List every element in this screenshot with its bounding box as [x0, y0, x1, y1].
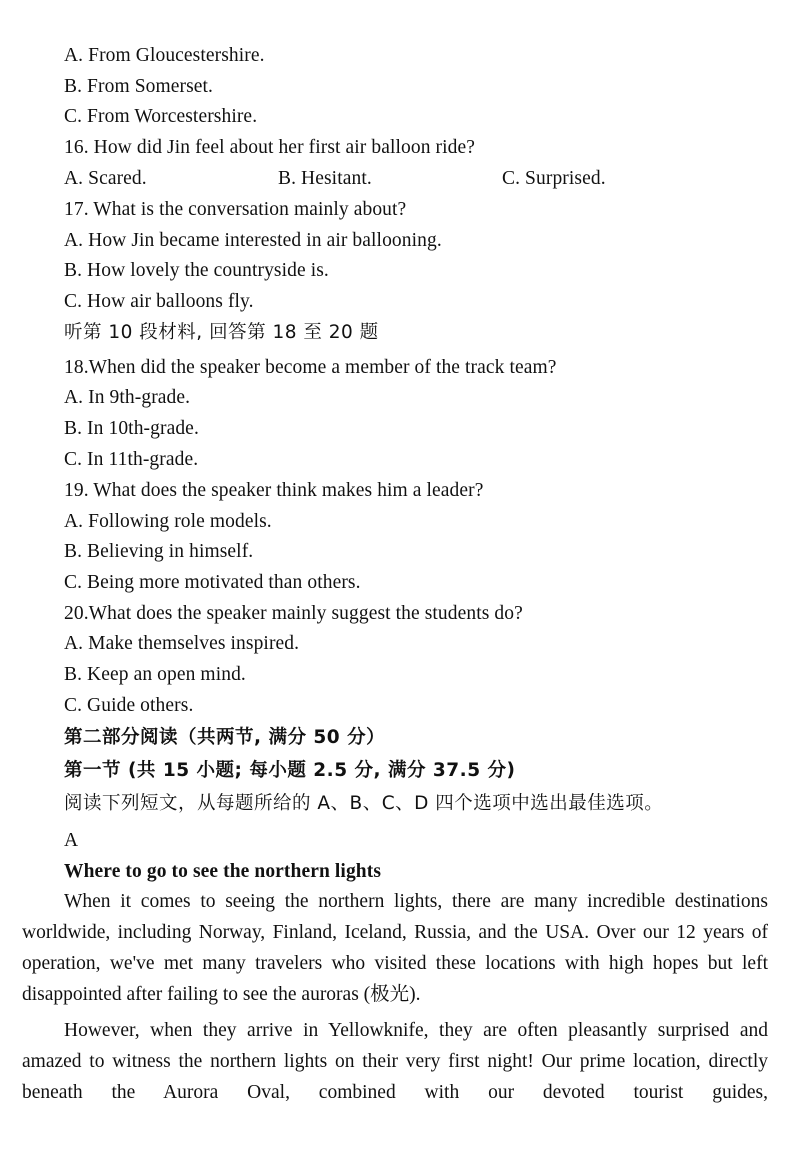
q18-option-c: C. In 11th-grade.: [64, 449, 199, 470]
q15-option-a: A. From Gloucestershire.: [64, 45, 265, 66]
q20-option-c: C. Guide others.: [64, 695, 194, 716]
passage-title: Where to go to see the northern lights: [64, 861, 382, 882]
section-instruction-10: 听第 10 段材料, 回答第 18 至 20 题: [64, 322, 379, 343]
q16-option-a: A. Scared.: [64, 168, 147, 189]
q17-option-c: C. How air balloons fly.: [64, 291, 254, 312]
q19-option-c: C. Being more motivated than others.: [64, 572, 361, 593]
q20-option-a: A. Make themselves inspired.: [64, 633, 300, 654]
q19-option-a: A. Following role models.: [64, 511, 272, 532]
reading-instruction: 阅读下列短文，从每题所给的 A、B、C、D 四个选项中选出最佳选项。: [64, 793, 664, 814]
question-19: 19. What does the speaker think makes him a leader?: [64, 480, 484, 501]
section1-heading: 第一节 (共 15 小题; 每小题 2.5 分, 满分 37.5 分): [64, 760, 516, 781]
q16-option-b: B. Hesitant.: [278, 168, 372, 189]
q16-options-row: [64, 167, 606, 191]
q20-option-b: B. Keep an open mind.: [64, 664, 246, 685]
part2-heading: 第二部分阅读（共两节, 满分 50 分）: [64, 727, 386, 748]
question-17: 17. What is the conversation mainly about?: [64, 199, 407, 220]
passage-label: A: [64, 830, 79, 851]
q16-option-c: C. Surprised.: [502, 168, 606, 189]
q19-option-b: B. Believing in himself.: [64, 541, 254, 562]
passage-paragraph-1: When it comes to seeing the northern lights, there are many incredible destinations worldwide, including Norway, Finland, Iceland, Russia, and the USA. Over our 12 years of operation, we've met many travelers who visited these locations with high hopes but left disappointed after failing to see the auroras (极光).: [22, 891, 768, 1005]
question-18: 18.When did the speaker become a member of the track team?: [64, 357, 557, 378]
q15-option-c: C. From Worcestershire.: [64, 106, 258, 127]
q17-option-b: B. How lovely the countryside is.: [64, 260, 329, 281]
q18-option-b: B. In 10th-grade.: [64, 418, 199, 439]
question-16: 16. How did Jin feel about her first air balloon ride?: [64, 137, 475, 158]
q15-option-b: B. From Somerset.: [64, 76, 214, 97]
passage-paragraph-2: However, when they arrive in Yellowknife, they are often pleasantly surprised and amazed to witness the northern lights on their very first night! Our prime location, directly beneath the Aurora Oval, combined with our devoted tourist guides,: [22, 1020, 768, 1103]
question-20: 20.What does the speaker mainly suggest the students do?: [64, 603, 523, 624]
q17-option-a: A. How Jin became interested in air ballooning.: [64, 230, 442, 251]
q18-option-a: A. In 9th-grade.: [64, 387, 191, 408]
